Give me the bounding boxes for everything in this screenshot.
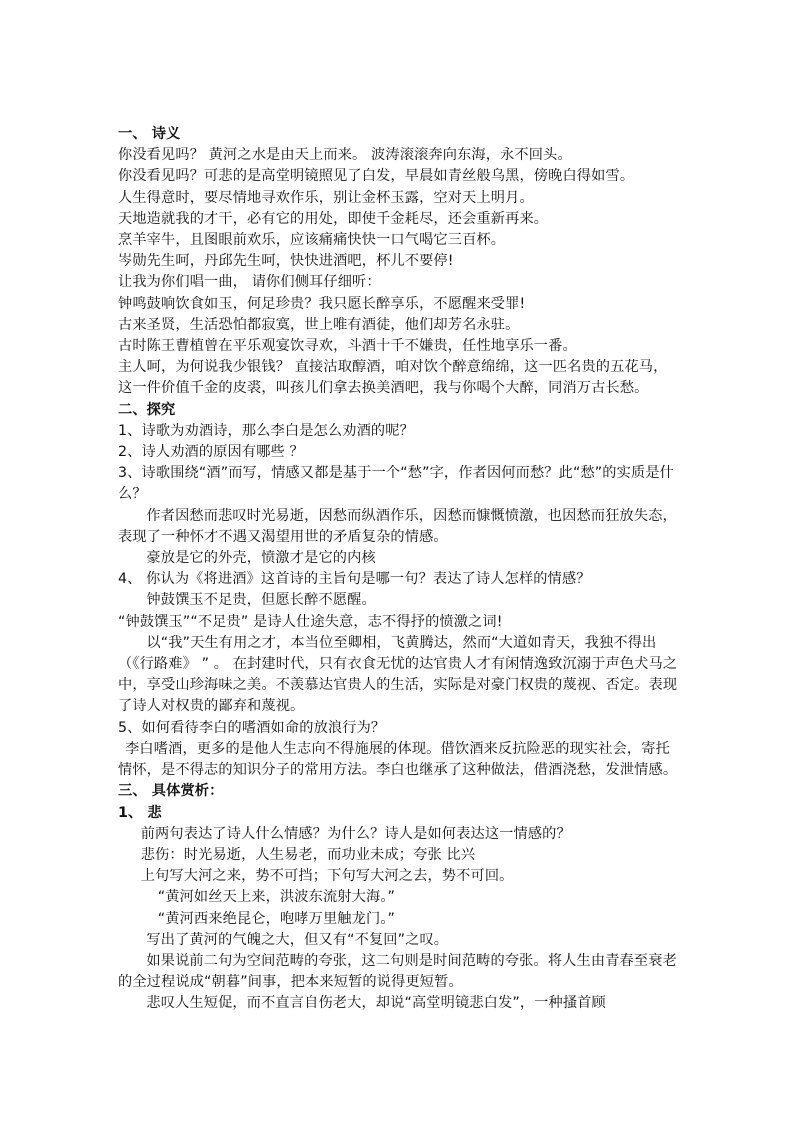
paragraph: 钟鼓馔玉不足贵，但愿长醉不愿醒。 xyxy=(146,592,376,609)
paragraph: 写出了黄河的气魄之大，但又有“不复回”之叹。 xyxy=(146,931,449,948)
paragraph: 上句写大河之来，势不可挡；下句写大河之去，势不可回。 xyxy=(140,868,514,885)
paragraph: “钟鼓馔玉”“不足贵” 是诗人仕途失意，志不得抒的愤激之词! xyxy=(118,613,503,630)
paragraph: 豪放是它的外壳，愤激才是它的内核 xyxy=(146,550,376,567)
paragraph: 5、如何看待李白的嗜酒如命的放浪行为？ xyxy=(118,719,386,736)
paragraph: 3、诗歌围绕“酒”而写，情感又都是基于一个“愁”字，作者因何而愁？此“愁”的实质是什么？ xyxy=(118,465,674,503)
paragraph: 一、 诗义 xyxy=(118,126,181,142)
paragraph: 你没看见吗？可悲的是高堂明镜照见了白发，早晨如青丝般乌黑，傍晚白得如雪。 xyxy=(118,168,635,185)
paragraph: 作者因愁而悲叹时光易逝，因愁而纵酒作乐，因愁而慷慨愤激，也因愁而狂放失态，表现了一种怀才不遇又渴望用世的矛盾复杂的情感。 xyxy=(118,507,677,545)
paragraph: 李白嗜酒，更多的是他人生志向不得施展的体现。借饮酒来反抗险恶的现实社会，寄托情怀，是不得志的知识分子的常用方法。李白也继承了这种做法，借酒浇愁，发泄情感。 xyxy=(118,740,678,779)
paragraph: 烹羊宰牛，且图眼前欢乐，应该痛痛快快一口气喝它三百杯。 xyxy=(118,232,506,249)
paragraph: 1、诗歌为劝酒诗，那么李白是怎么劝酒的呢？ xyxy=(118,422,414,439)
paragraph: 2、诗人劝酒的原因有哪些 ？ xyxy=(118,444,304,461)
paragraph: 岑勋先生呵，丹邱先生呵，快快进酒吧，杯儿不要停! xyxy=(118,253,454,270)
paragraph: 古来圣贤，生活恐怕都寂寞，世上唯有酒徒，他们却芳名永驻。 xyxy=(118,316,520,333)
paragraph: 天地造就我的才干，必有它的用处，即使千金耗尽，还会重新再来。 xyxy=(118,210,549,227)
paragraph: 悲伤：时光易逝，人生易老，而功业未成；夸张 比兴 xyxy=(140,846,476,863)
paragraph: “黄河西来绝昆仑，咆哮万里触龙门。” xyxy=(157,910,396,927)
paragraph: 人生得意时，要尽情地寻欢作乐，别让金杯玉露，空对天上明月。 xyxy=(118,189,534,206)
paragraph: 4、 你认为《将进酒》这首诗的主旨句是哪一句？表达了诗人怎样的情感？ xyxy=(118,571,591,588)
paragraph: 以“我”天生有用之才，本当位至卿相，飞黄腾达，然而“大道如青天，我独不得出（《行路难》 ” 。 在封建时代，只有衣食无忧的达官贵人才有闲情逸致沉溺于声色犬马之中，享受山珍海味之美。不羡慕达官贵人的生活，实际是对豪门权贵的蔑视、否定。表现了诗人对权贵的鄙弃和蔑视。 xyxy=(118,634,678,715)
paragraph: 如果说前二句为空间范畴的夸张，这二句则是时间范畴的夸张。将人生由青春至衰老的全过程说成“朝暮”间事，把本来短暂的说得更短暂。 xyxy=(118,952,677,991)
paragraph: 1、 悲 xyxy=(118,804,162,821)
paragraph: 让我为你们唱一曲， 请你们侧耳仔细听： xyxy=(118,274,381,291)
paragraph: 悲叹人生短促，而不直言自伤老大，却说“高堂明镜悲白发”，一种搔首顾 xyxy=(146,995,606,1012)
paragraph: 你没看见吗？ 黄河之水是由天上而来。 波涛滚滚奔向东海，永不回头。 xyxy=(118,147,572,164)
paragraph: 二、探究 xyxy=(118,401,176,418)
paragraph: 钟鸣鼓响饮食如玉，何足珍贵？我只愿长醉享乐，不愿醒来受罪! xyxy=(118,295,526,312)
paragraph: 主人呵，为何说我少银钱？ 直接沽取醇酒，咱对饮个醉意绵绵，这一匹名贵的五花马， 这一件价值千金的皮裘，叫孩儿们拿去换美酒吧，我与你喝个大醉，同消万古长愁。 xyxy=(118,359,668,397)
document-body xyxy=(118,124,678,1015)
paragraph: 古时陈王曹植曾在平乐观宴饮寻欢，斗酒十千不嫌贵，任性地享乐一番。 xyxy=(118,338,577,355)
paragraph: 三、 具体赏析： xyxy=(118,783,224,800)
paragraph: 前两句表达了诗人什么情感？为什么？诗人是如何表达这一情感的？ xyxy=(140,825,571,842)
paragraph: “黄河如丝天上来，洪波东流射大海。” xyxy=(157,889,396,906)
